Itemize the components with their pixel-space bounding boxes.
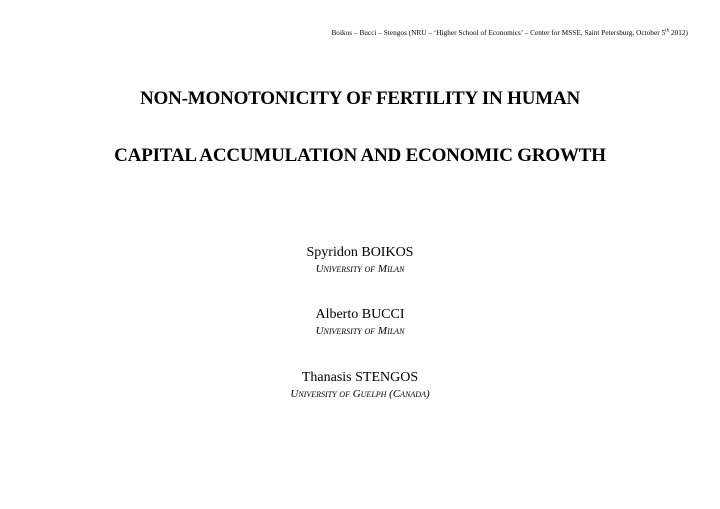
author-block: [0, 244, 720, 276]
author-name: Spyridon BOIKOS: [306, 245, 414, 260]
author-affiliation: University of Milan: [315, 263, 405, 275]
running-header: [331, 29, 688, 37]
running-header-text-end: 2012): [669, 29, 688, 37]
paper-title-line-1: NON-MONOTONICITY OF FERTILITY IN HUMAN: [139, 88, 580, 109]
running-header-text: Boikos – Bucci – Stengos (NRU – ‘Higher School of Economics’ – Center for MSSE, Saint Petersburg, October 5: [331, 29, 666, 37]
author-name: Alberto BUCCI: [315, 307, 405, 322]
author-affiliation: University of Milan: [315, 325, 405, 337]
running-header-superscript: th: [665, 28, 670, 34]
paper-title-line-2: CAPITAL ACCUMULATION AND ECONOMIC GROWTH: [114, 145, 606, 166]
author-block: [0, 306, 720, 338]
author-affiliation: University of Guelph (Canada): [290, 388, 430, 400]
author-block: [0, 369, 720, 401]
author-name: Thanasis STENGOS: [301, 370, 419, 385]
